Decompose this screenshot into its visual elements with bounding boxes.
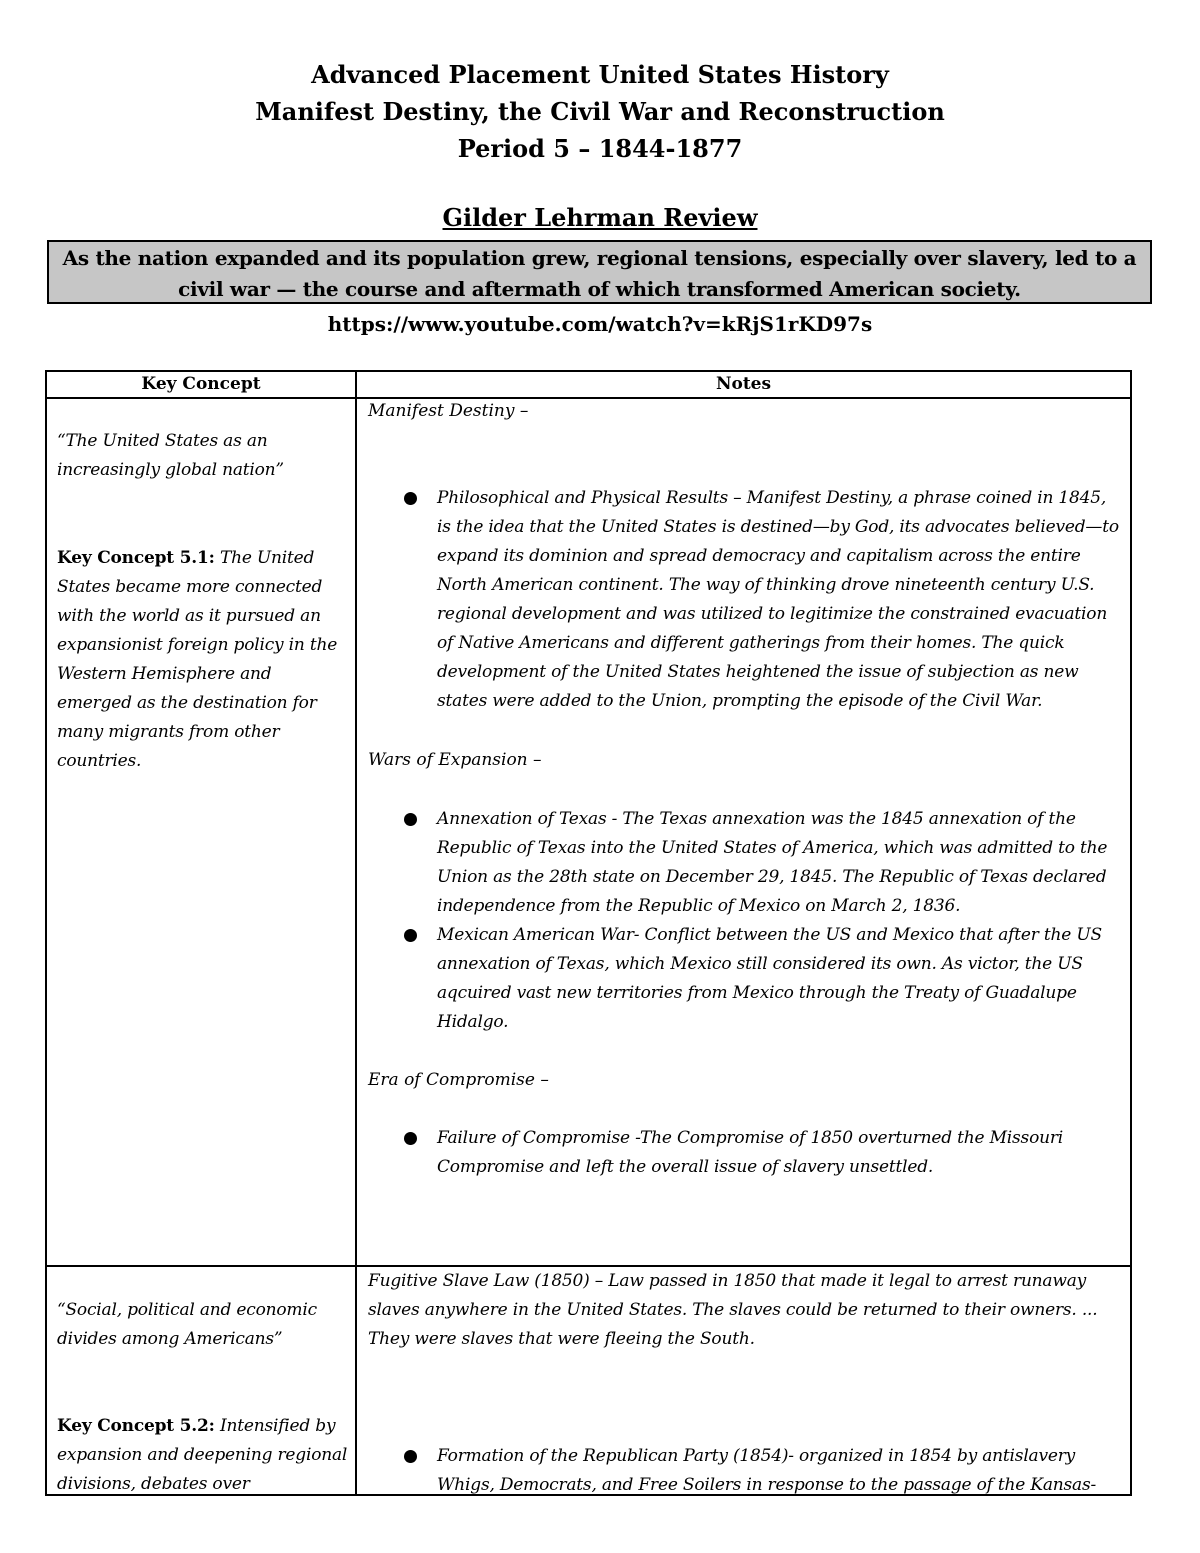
mexican-american-war-bullet: Mexican American War- Conflict between the US and Mexico that after the US annexation of Texas, which Mexico still considered its own. As victor, the US aqcuired vast new territories from Mexico through the Treaty of Guadalupe Hidalgo. <box>437 925 1102 1032</box>
key-concept-text: The United States became more connected with the world as it pursued an expansionist foreign policy in the Western Hemisphere and emerged as the destination for many migrants from other countries. <box>57 548 338 771</box>
bullet-icon <box>404 813 417 826</box>
document-title-block <box>0 56 1200 167</box>
theme-banner: As the nation expanded and its population grew, regional tensions, especially over slavery, led to a civil war — the course and aftermath of which transformed American society. <box>47 240 1152 304</box>
bullet-icon <box>404 492 417 505</box>
fugitive-slave-law-note: Fugitive Slave Law (1850) – Law passed in 1850 that made it legal to arrest runaway slaves anywhere in the United States. The slaves could be returned to their owners. ... They were slaves that were fleeing the South. <box>368 1271 1098 1349</box>
era-of-compromise-heading: Era of Compromise – <box>368 1070 549 1090</box>
row2-theme: “Social, political and economic divides among Americans” <box>57 1300 317 1349</box>
manifest-destiny-heading: Manifest Destiny – <box>368 401 529 421</box>
texas-annexation-bullet: Annexation of Texas - The Texas annexation was the 1845 annexation of the Republic of Texas into the United States of America, which was admitted to the Union as the 28th state on December 29, 1845. The Republic of Texas declared independence from the Republic of Mexico on March 2, 1836. <box>437 809 1108 916</box>
table-column-divider <box>355 370 357 1496</box>
period-title: Period 5 – 1844-1877 <box>457 134 743 163</box>
table-header-divider <box>45 397 1132 399</box>
compromise-bullet: Failure of Compromise -The Compromise of 1850 overturned the Missouri Compromise and left the overall issue of slavery unsettled. <box>437 1128 1064 1177</box>
key-concept-label: Key Concept 5.2: <box>57 1416 215 1436</box>
table-border-left <box>45 370 47 1496</box>
row2-key-concept <box>57 1412 349 1499</box>
row1-key-concept <box>57 544 349 776</box>
republican-party-bullet: Formation of the Republican Party (1854)- organized in 1854 by antislavery Whigs, Democrats, and Free Soilers in response to the passage of the Kansas- <box>437 1446 1097 1495</box>
key-concept-label: Key Concept 5.1: <box>57 548 215 568</box>
video-link[interactable]: https://www.youtube.com/watch?v=kRjS1rKD97s <box>327 312 873 336</box>
bullet-icon <box>404 1132 417 1145</box>
column-header-key-concept: Key Concept <box>141 374 261 394</box>
course-title: Advanced Placement United States History <box>311 60 889 89</box>
row1-theme: “The United States as an increasingly global nation” <box>57 431 284 480</box>
bullet-icon <box>404 929 417 942</box>
wars-of-expansion-heading: Wars of Expansion – <box>368 750 542 770</box>
key-concept-text: Intensified by expansion and deepening regional divisions, debates over <box>57 1416 348 1494</box>
table-border-right <box>1130 370 1132 1496</box>
unit-title: Manifest Destiny, the Civil War and Reconstruction <box>255 97 945 126</box>
manifest-destiny-bullet: Philosophical and Physical Results – Manifest Destiny, a phrase coined in 1845, is the idea that the United States is destined—by God, its advocates believed—to expand its dominion and spread democracy and capitalism across the entire North American continent. The way of thinking drove nineteenth century U.S. regional development and was utilized to legitimize the constrained evacuation of Native Americans and different gatherings from their homes. The quick development of the United States heightened the issue of subjection as new states were added to the Union, prompting the episode of the Civil War. <box>437 488 1119 711</box>
bullet-icon <box>404 1450 417 1463</box>
column-header-notes: Notes <box>715 374 772 394</box>
review-heading: Gilder Lehrman Review <box>442 203 758 232</box>
